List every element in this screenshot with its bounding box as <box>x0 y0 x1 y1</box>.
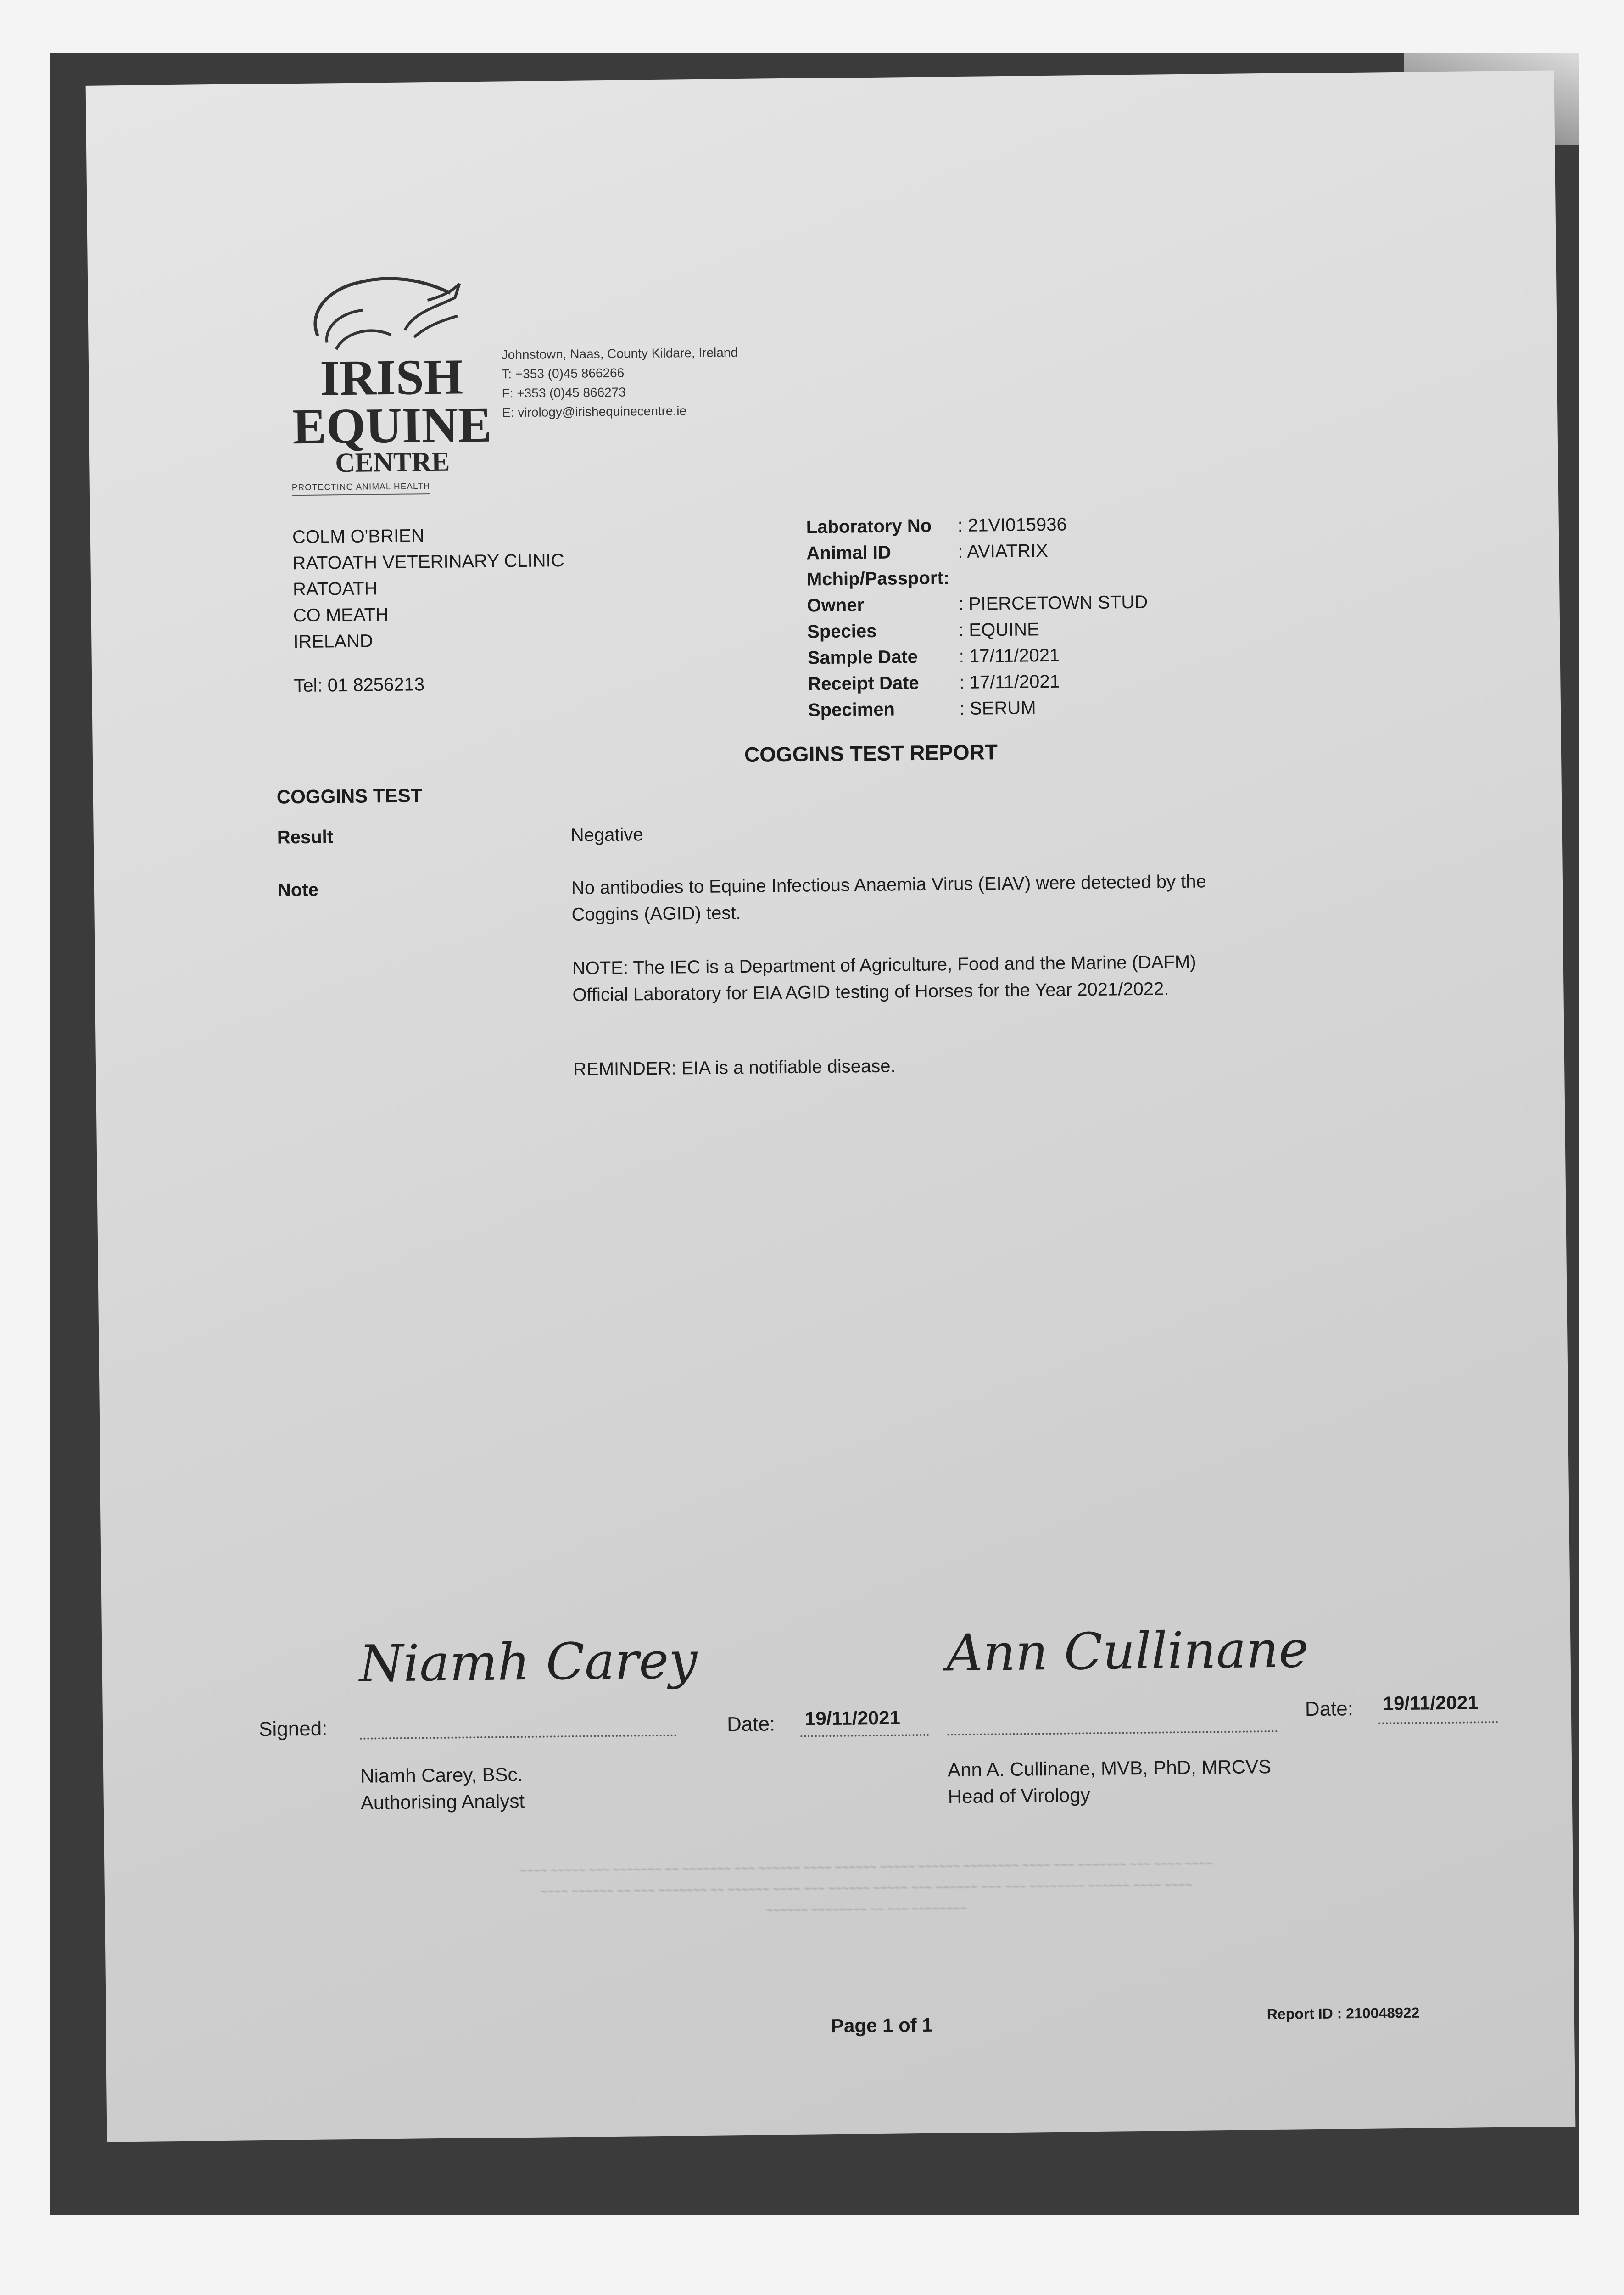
detail-value: : SERUM <box>959 698 1036 719</box>
detail-label: Species <box>807 621 877 642</box>
detail-row <box>807 616 1148 645</box>
signature-line <box>947 1730 1278 1736</box>
detail-value: : 21VI015936 <box>957 514 1067 536</box>
right-sign-date: 19/11/2021 <box>1383 1691 1479 1714</box>
detail-value: : 17/11/2021 <box>959 671 1060 693</box>
report-id: Report ID : 210048922 <box>1267 2004 1420 2023</box>
detail-value: : EQUINE <box>958 619 1039 641</box>
left-sign-date: 19/11/2021 <box>804 1707 901 1730</box>
note-label: Note <box>277 879 319 901</box>
lab-phone: T: +353 (0)45 866266 <box>502 365 625 381</box>
detail-row <box>806 537 1147 567</box>
lab-address: Johnstown, Naas, County Kildare, Ireland <box>501 345 738 362</box>
logo-line-equine: EQUINE <box>292 396 492 454</box>
report-sheet <box>86 70 1576 2142</box>
signer-name: Niamh Carey, BSc. <box>360 1763 523 1787</box>
lab-contact-block <box>502 343 739 422</box>
sample-details <box>806 511 1149 724</box>
date-line <box>1378 1721 1498 1724</box>
detail-label: Mchip/Passport: <box>806 568 950 590</box>
recipient-address <box>292 521 565 655</box>
signer-title: Head of Virology <box>948 1784 1090 1808</box>
logo-line-centre: CENTRE <box>335 446 450 478</box>
detail-row <box>807 563 1148 593</box>
signature-ann-cullinane: Ann Cullinane <box>946 1620 1309 1683</box>
signed-label: Signed: <box>258 1717 328 1741</box>
recipient-line: RATOATH <box>292 578 378 600</box>
detail-row <box>808 694 1149 724</box>
signer-title: Authorising Analyst <box>360 1790 525 1814</box>
right-signer <box>948 1753 1272 1810</box>
detail-label: Animal ID <box>806 542 892 564</box>
logo-tagline: PROTECTING ANIMAL HEALTH <box>292 481 430 496</box>
recipient-tel: Tel: 01 8256213 <box>294 674 425 696</box>
detail-label: Laboratory No <box>806 515 932 537</box>
recipient-line: RATOATH VETERINARY CLINIC <box>292 550 564 574</box>
result-value: Negative <box>570 824 643 845</box>
detail-row <box>807 642 1148 672</box>
result-label: Result <box>277 827 334 848</box>
report-title: COGGINS TEST REPORT <box>744 740 998 767</box>
recipient-line: COLM O'BRIEN <box>292 526 424 548</box>
signature-line <box>360 1735 676 1740</box>
left-signer <box>360 1761 525 1816</box>
detail-label: Specimen <box>808 699 895 721</box>
detail-label: Sample Date <box>807 646 918 668</box>
detail-label: Owner <box>807 595 865 616</box>
lab-fax: F: +353 (0)45 866273 <box>502 385 626 401</box>
detail-row <box>806 511 1147 541</box>
detail-row <box>807 589 1148 619</box>
detail-value: : PIERCETOWN STUD <box>958 592 1148 615</box>
page-number: Page 1 of 1 <box>831 2014 933 2037</box>
logo-line-irish: IRISH <box>319 348 463 406</box>
recipient-line: IRELAND <box>293 631 373 652</box>
test-name: COGGINS TEST <box>276 784 423 808</box>
date-label: Date: <box>726 1713 776 1736</box>
irish-equine-centre-logo <box>290 256 494 496</box>
recipient-line: CO MEATH <box>293 605 389 626</box>
detail-label: Receipt Date <box>808 672 919 694</box>
note-text: No antibodies to Equine Infectious Anaemia Virus (EIAV) were detected by the Coggins (AGID) test. <box>571 871 1206 925</box>
reminder-note: REMINDER: EIA is a notifiable disease. <box>573 1056 896 1080</box>
detail-value: : AVIATRIX <box>958 540 1048 562</box>
detail-row <box>808 668 1149 698</box>
horse-head-icon <box>299 256 474 354</box>
signature-niamh-carey: Niamh Carey <box>358 1631 698 1693</box>
illegible-disclaimer: ~~~~ ~~~~~ ~~~ ~~~~~~~ ~~ ~~~~~~~ ~~~ ~~~~~~ ~~~~ ~~~~~~ ~~~~~ ~~~~~~ ~~~~~~~~ ~~~~ ~~~ ~~~~~~~ ~~~ ~~~~ ~~~~ ~~~~ ~~~~~~ ~~ ~~~ ~~~~~~~ ~~ ~~~~~~ ~~~~ ~~~ ~~~~~~ ~~~~~ ~~~ ~~~~~~ ~~~ ~~~ ~~~~~~~~ ~~~~~~ ~~~~ ~~~~ ~~~~~~ ~~~~~~~~ ~~ ~~~ ~~~~~~~~ <box>519 1856 1213 1917</box>
date-label: Date: <box>1305 1697 1354 1721</box>
signer-name: Ann A. Cullinane, MVB, PhD, MRCVS <box>947 1756 1272 1781</box>
date-line <box>800 1734 929 1737</box>
dafm-note: NOTE: The IEC is a Department of Agriculture, Food and the Marine (DAFM) Official Laboratory for EIA AGID testing of Horses for the Year 2021/2022. <box>572 952 1196 1005</box>
detail-value: : 17/11/2021 <box>959 645 1060 667</box>
lab-email: E: virology@irishequinecentre.ie <box>502 403 687 420</box>
